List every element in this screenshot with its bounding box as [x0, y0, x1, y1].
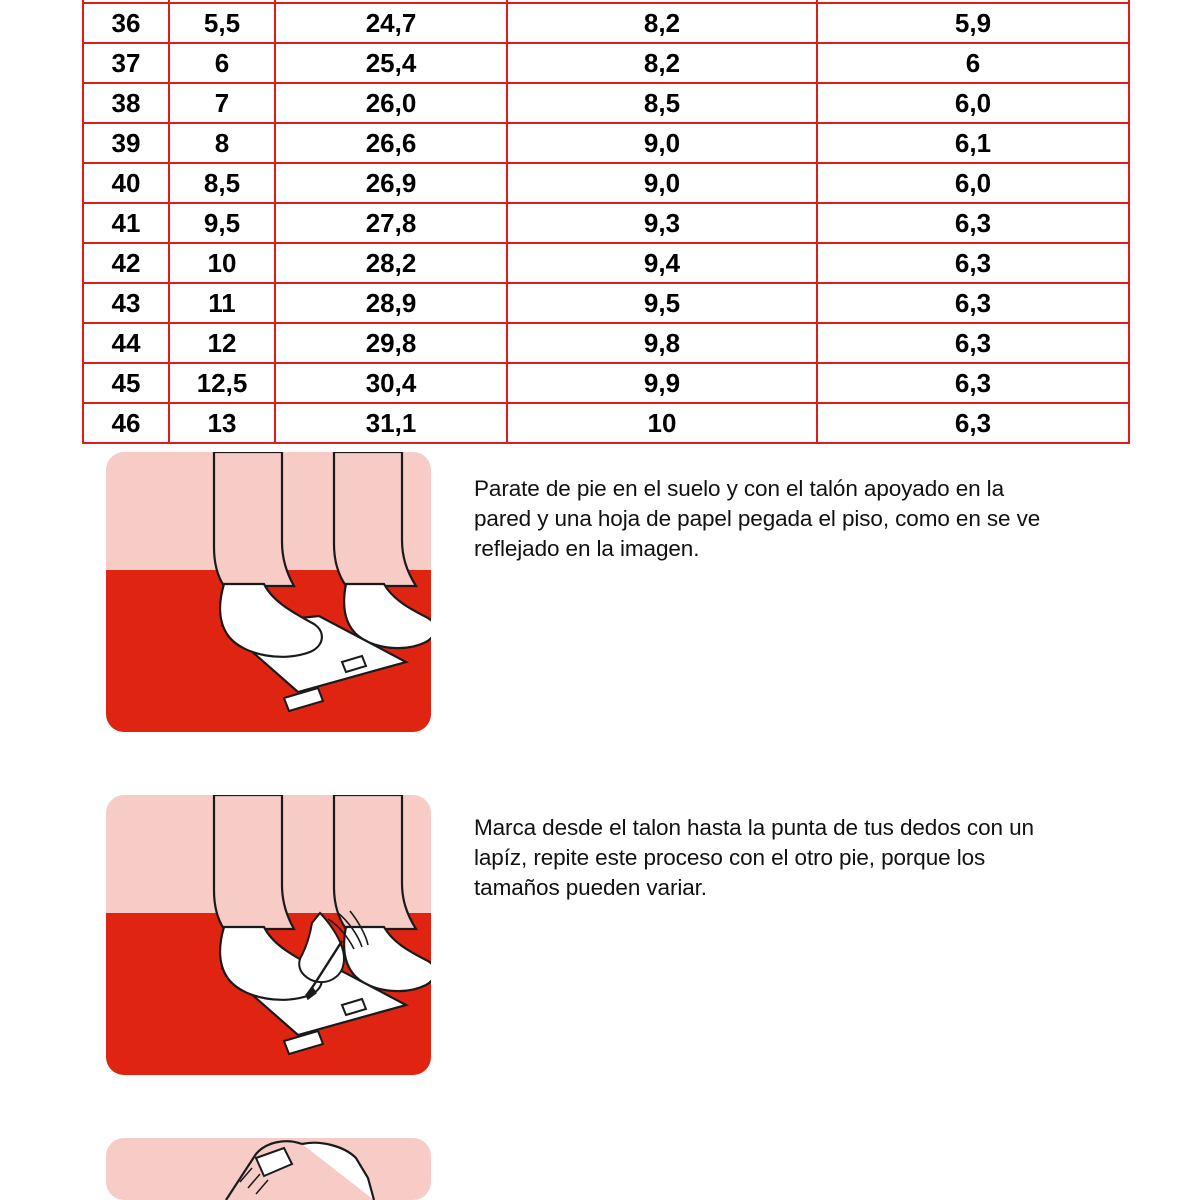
- size-chart-table: [82, 0, 1130, 444]
- step-3-illustration: [106, 1138, 431, 1200]
- table-cell: 31,1: [275, 403, 507, 443]
- table-cell: 6: [169, 43, 275, 83]
- table-cell: 9,3: [507, 203, 817, 243]
- table-cell: 38: [83, 83, 169, 123]
- table-cell: 39: [83, 123, 169, 163]
- table-cell: 12,5: [169, 363, 275, 403]
- table-cell: 6,0: [817, 163, 1129, 203]
- table-cell: 26,9: [275, 163, 507, 203]
- table-cell: 8,2: [507, 43, 817, 83]
- table-cell: 28,9: [275, 283, 507, 323]
- table-cell: 30,4: [275, 363, 507, 403]
- table-cell: 37: [83, 43, 169, 83]
- table-cell: 7: [169, 83, 275, 123]
- step-1-text: Parate de pie en el suelo y con el talón apoyado en la pared y una hoja de papel pegada el piso, como en se ve reflejado en la imagen.: [474, 476, 1041, 561]
- step-2-illustration: [106, 795, 431, 1075]
- step-2-text: Marca desde el talon hasta la punta de tus dedos con un lapíz, repite este proceso con el otro pie, porque los tamaños pueden variar.: [474, 815, 1034, 900]
- table-cell: 44: [83, 323, 169, 363]
- table-cell: 9,0: [507, 123, 817, 163]
- table-row: [83, 283, 1129, 323]
- table-cell: 6,3: [817, 203, 1129, 243]
- table-cell: 26,0: [275, 83, 507, 123]
- table-cell: 46: [83, 403, 169, 443]
- table-cell: 25,4: [275, 43, 507, 83]
- table-row: [83, 203, 1129, 243]
- table-cell: 5,5: [169, 3, 275, 43]
- feet-on-paper-illustration: [106, 452, 431, 732]
- table-row: [83, 323, 1129, 363]
- table-cell: 8,5: [507, 83, 817, 123]
- table-cell: 6,3: [817, 323, 1129, 363]
- table-cell: 27,8: [275, 203, 507, 243]
- size-chart-table-wrapper: [82, 0, 1118, 444]
- table-row: [83, 83, 1129, 123]
- table-cell: 36: [83, 3, 169, 43]
- table-cell: 11: [169, 283, 275, 323]
- table-cell: 45: [83, 363, 169, 403]
- table-row: [83, 363, 1129, 403]
- table-cell: 9,5: [507, 283, 817, 323]
- table-cell: 28,2: [275, 243, 507, 283]
- table-cell: 6,1: [817, 123, 1129, 163]
- table-cell: 41: [83, 203, 169, 243]
- table-cell: 6: [817, 43, 1129, 83]
- step-1-illustration: [106, 452, 431, 732]
- marking-foot-illustration: [106, 795, 431, 1075]
- table-cell: 24,7: [275, 3, 507, 43]
- measuring-ruler-illustration: [106, 1138, 431, 1200]
- table-cell: 13: [169, 403, 275, 443]
- table-cell: 43: [83, 283, 169, 323]
- table-row: [83, 43, 1129, 83]
- table-cell: 6,3: [817, 403, 1129, 443]
- table-cell: 10: [507, 403, 817, 443]
- table-cell: 40: [83, 163, 169, 203]
- table-cell: 9,5: [169, 203, 275, 243]
- table-cell: 9,8: [507, 323, 817, 363]
- table-cell: 6,3: [817, 363, 1129, 403]
- table-cell: 9,4: [507, 243, 817, 283]
- table-cell: 9,9: [507, 363, 817, 403]
- table-row: [83, 123, 1129, 163]
- table-row: [83, 163, 1129, 203]
- table-cell: 10: [169, 243, 275, 283]
- table-row: [83, 3, 1129, 43]
- table-cell: 6,0: [817, 83, 1129, 123]
- table-cell: 29,8: [275, 323, 507, 363]
- table-cell: 6,3: [817, 243, 1129, 283]
- table-row: [83, 243, 1129, 283]
- table-cell: 6,3: [817, 283, 1129, 323]
- table-row: [83, 403, 1129, 443]
- table-cell: 9,0: [507, 163, 817, 203]
- table-cell: 42: [83, 243, 169, 283]
- table-cell: 12: [169, 323, 275, 363]
- table-cell: 8: [169, 123, 275, 163]
- table-cell: 8,5: [169, 163, 275, 203]
- table-cell: 26,6: [275, 123, 507, 163]
- table-cell: 8,2: [507, 3, 817, 43]
- table-cell: 5,9: [817, 3, 1129, 43]
